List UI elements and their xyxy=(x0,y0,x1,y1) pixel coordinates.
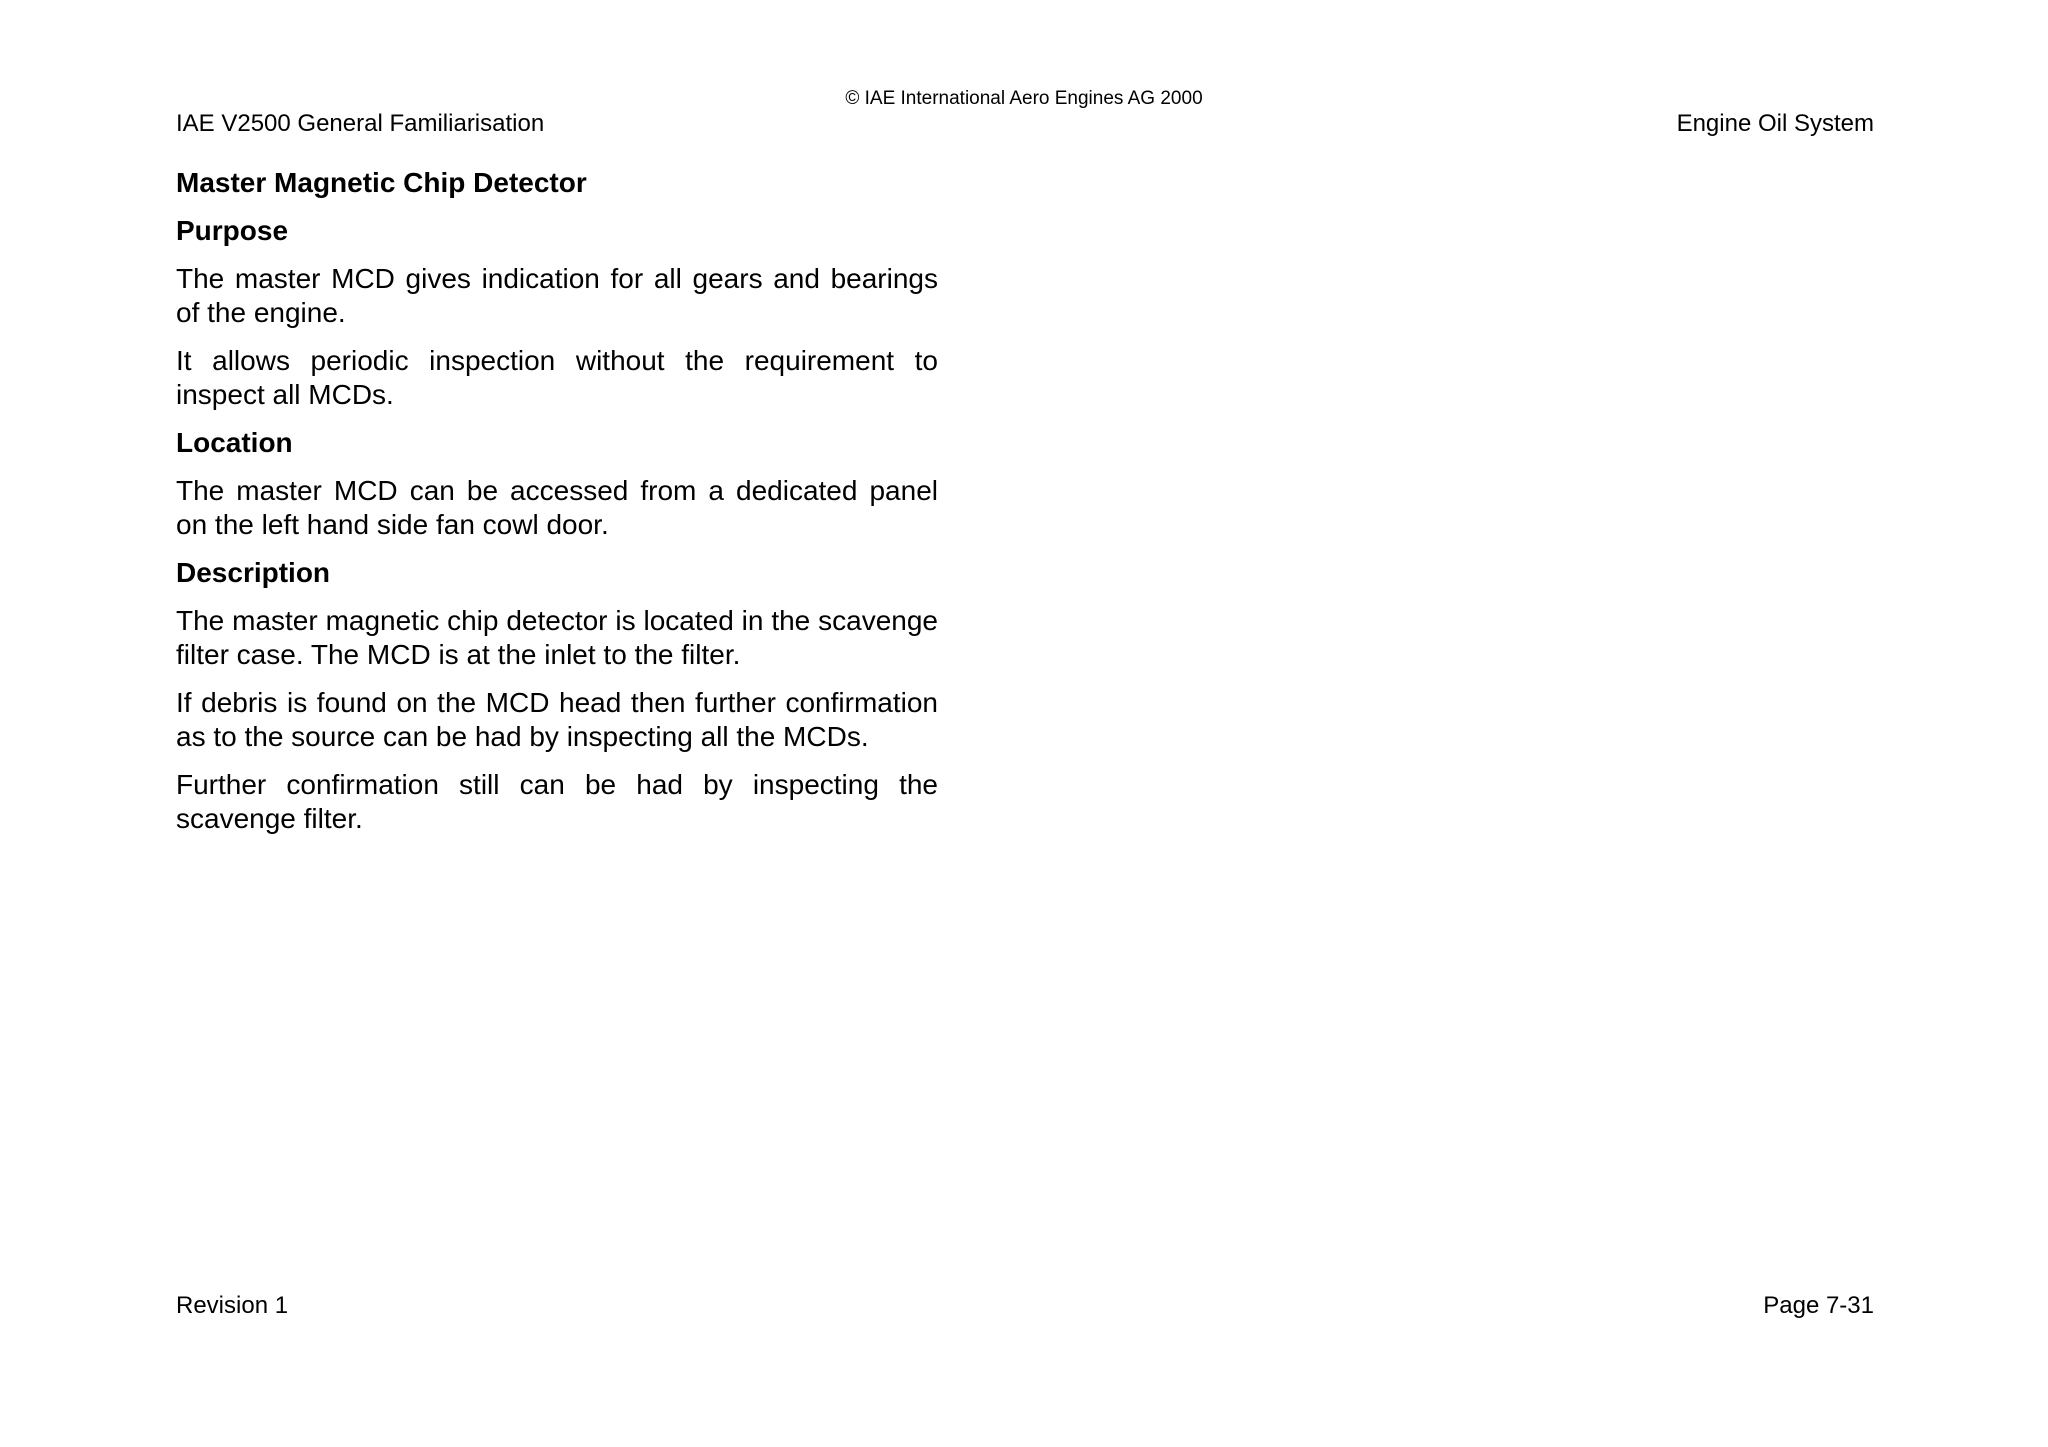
main-content xyxy=(176,166,938,850)
description-paragraph: If debris is found on the MCD head then further confirmation as to the source can be had by inspecting all the MCDs. xyxy=(176,687,938,752)
purpose-paragraph: It allows periodic inspection without the requirement to inspect all MCDs. xyxy=(176,345,938,410)
purpose-section xyxy=(176,214,938,412)
header-chapter-title: Engine Oil System xyxy=(1676,110,1874,137)
description-paragraph: The master magnetic chip detector is located in the scavenge filter case. The MCD is at the inlet to the filter. xyxy=(176,605,938,670)
footer-page-number: Page 7-31 xyxy=(1763,1292,1874,1319)
location-paragraph: The master MCD can be accessed from a dedicated panel on the left hand side fan cowl door. xyxy=(176,475,938,540)
header-document-title: IAE V2500 General Familiarisation xyxy=(176,110,545,137)
location-heading: Location xyxy=(176,427,293,458)
description-heading: Description xyxy=(176,557,331,588)
purpose-paragraph: The master MCD gives indication for all gears and bearings of the engine. xyxy=(176,263,938,328)
purpose-heading: Purpose xyxy=(176,215,289,246)
description-section xyxy=(176,556,938,836)
footer-revision: Revision 1 xyxy=(176,1292,289,1319)
copyright-notice: © IAE International Aero Engines AG 2000 xyxy=(845,88,1203,109)
description-paragraph: Further confirmation still can be had by inspecting the scavenge filter. xyxy=(176,769,938,834)
location-section xyxy=(176,426,938,542)
page-title: Master Magnetic Chip Detector xyxy=(176,167,587,198)
